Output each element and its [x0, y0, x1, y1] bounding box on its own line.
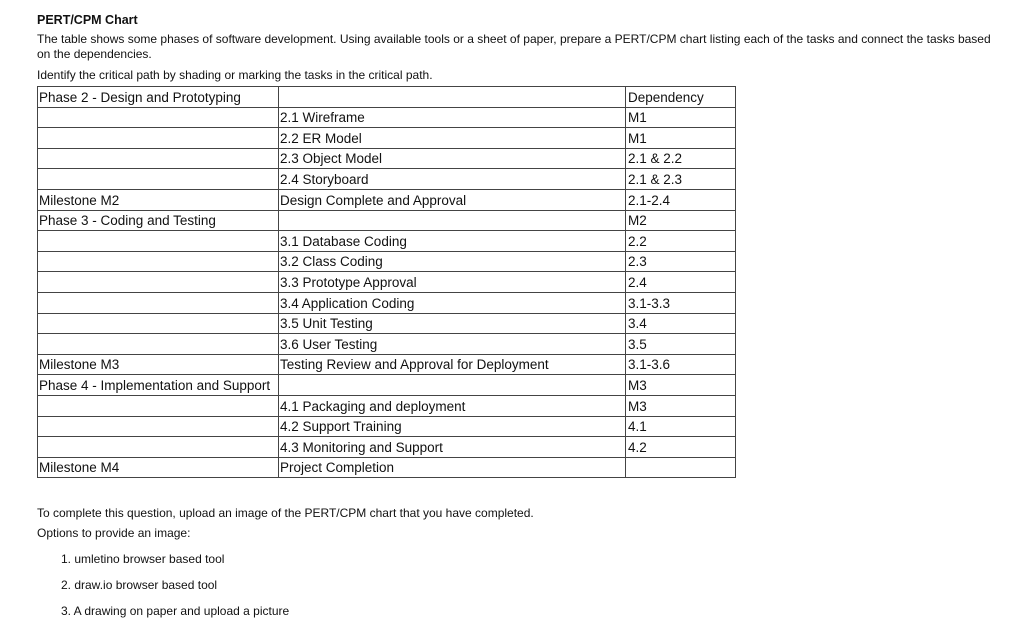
task-cell: 4.1 Packaging and deployment	[279, 395, 626, 416]
task-cell: 2.1 Wireframe	[279, 107, 626, 128]
task-cell	[279, 87, 626, 108]
list-item: 3. A drawing on paper and upload a picture	[61, 604, 290, 618]
dependency-cell: 2.3	[626, 251, 736, 272]
table-row	[38, 87, 736, 108]
pert-task-table	[37, 86, 736, 478]
table-row	[38, 354, 736, 375]
table-row	[38, 416, 736, 437]
phase-cell: Phase 4 - Implementation and Support	[38, 375, 279, 396]
phase-cell: Phase 2 - Design and Prototyping	[38, 87, 279, 108]
table-row	[38, 457, 736, 478]
table-row	[38, 395, 736, 416]
pert-table-body	[38, 87, 736, 478]
dependency-cell: 3.1-3.3	[626, 292, 736, 313]
phase-cell: Milestone M2	[38, 189, 279, 210]
phase-cell	[38, 292, 279, 313]
image-options-list	[37, 552, 534, 619]
page-title: PERT/CPM Chart	[37, 13, 138, 27]
phase-cell: Milestone M3	[38, 354, 279, 375]
dependency-cell: 4.1	[626, 416, 736, 437]
table-row	[38, 251, 736, 272]
task-cell: 3.5 Unit Testing	[279, 313, 626, 334]
dependency-cell: 2.1 & 2.3	[626, 169, 736, 190]
table-row	[38, 210, 736, 231]
task-cell	[279, 375, 626, 396]
phase-cell	[38, 272, 279, 293]
intro-paragraph: The table shows some phases of software development. Using available tools or a sheet of paper, prepare a PERT/CPM chart listing each of the tasks and connect the tasks based on the dependencies.	[37, 32, 991, 61]
table-row	[38, 272, 736, 293]
phase-cell	[38, 251, 279, 272]
dependency-cell: M1	[626, 107, 736, 128]
table-row	[38, 334, 736, 355]
task-cell: 3.4 Application Coding	[279, 292, 626, 313]
task-cell: 4.3 Monitoring and Support	[279, 437, 626, 458]
phase-cell	[38, 169, 279, 190]
list-item: 1. umletino browser based tool	[61, 552, 225, 566]
task-cell: 2.2 ER Model	[279, 128, 626, 149]
task-cell: 2.4 Storyboard	[279, 169, 626, 190]
table-row	[38, 148, 736, 169]
task-cell: Design Complete and Approval	[279, 189, 626, 210]
task-cell: 4.2 Support Training	[279, 416, 626, 437]
task-cell	[279, 210, 626, 231]
task-cell: 3.2 Class Coding	[279, 251, 626, 272]
phase-cell	[38, 437, 279, 458]
list-item: 2. draw.io browser based tool	[61, 578, 218, 592]
phase-cell	[38, 313, 279, 334]
phase-cell	[38, 334, 279, 355]
task-cell: Testing Review and Approval for Deployment	[279, 354, 626, 375]
phase-cell	[38, 128, 279, 149]
dependency-cell: 3.1-3.6	[626, 354, 736, 375]
dependency-cell: M3	[626, 395, 736, 416]
phase-cell	[38, 395, 279, 416]
dependency-cell: 2.1 & 2.2	[626, 148, 736, 169]
table-row	[38, 169, 736, 190]
dependency-cell: 2.2	[626, 231, 736, 252]
table-row	[38, 437, 736, 458]
table-row	[38, 189, 736, 210]
task-cell: 3.6 User Testing	[279, 334, 626, 355]
dependency-cell: 2.1-2.4	[626, 189, 736, 210]
upload-instruction-text: To complete this question, upload an image of the PERT/CPM chart that you have completed.	[37, 506, 534, 520]
table-row	[38, 292, 736, 313]
table-row	[38, 313, 736, 334]
task-cell: 3.3 Prototype Approval	[279, 272, 626, 293]
dependency-cell: M3	[626, 375, 736, 396]
dependency-cell: M2	[626, 210, 736, 231]
dependency-cell: 4.2	[626, 437, 736, 458]
dependency-cell: M1	[626, 128, 736, 149]
dependency-cell	[626, 457, 736, 478]
upload-instructions	[37, 506, 534, 619]
question-content	[37, 12, 997, 478]
table-row	[38, 107, 736, 128]
task-cell: 2.3 Object Model	[279, 148, 626, 169]
phase-cell: Milestone M4	[38, 457, 279, 478]
phase-cell	[38, 231, 279, 252]
dependency-cell: 2.4	[626, 272, 736, 293]
phase-cell	[38, 416, 279, 437]
task-cell: Project Completion	[279, 457, 626, 478]
phase-cell: Phase 3 - Coding and Testing	[38, 210, 279, 231]
table-row	[38, 231, 736, 252]
dependency-cell: 3.4	[626, 313, 736, 334]
task-cell: 3.1 Database Coding	[279, 231, 626, 252]
options-intro-text: Options to provide an image:	[37, 526, 191, 540]
phase-cell	[38, 148, 279, 169]
critical-path-instruction: Identify the critical path by shading or marking the tasks in the critical path.	[37, 68, 433, 82]
dependency-header: Dependency	[626, 87, 736, 108]
dependency-cell: 3.5	[626, 334, 736, 355]
table-row	[38, 375, 736, 396]
table-row	[38, 128, 736, 149]
phase-cell	[38, 107, 279, 128]
